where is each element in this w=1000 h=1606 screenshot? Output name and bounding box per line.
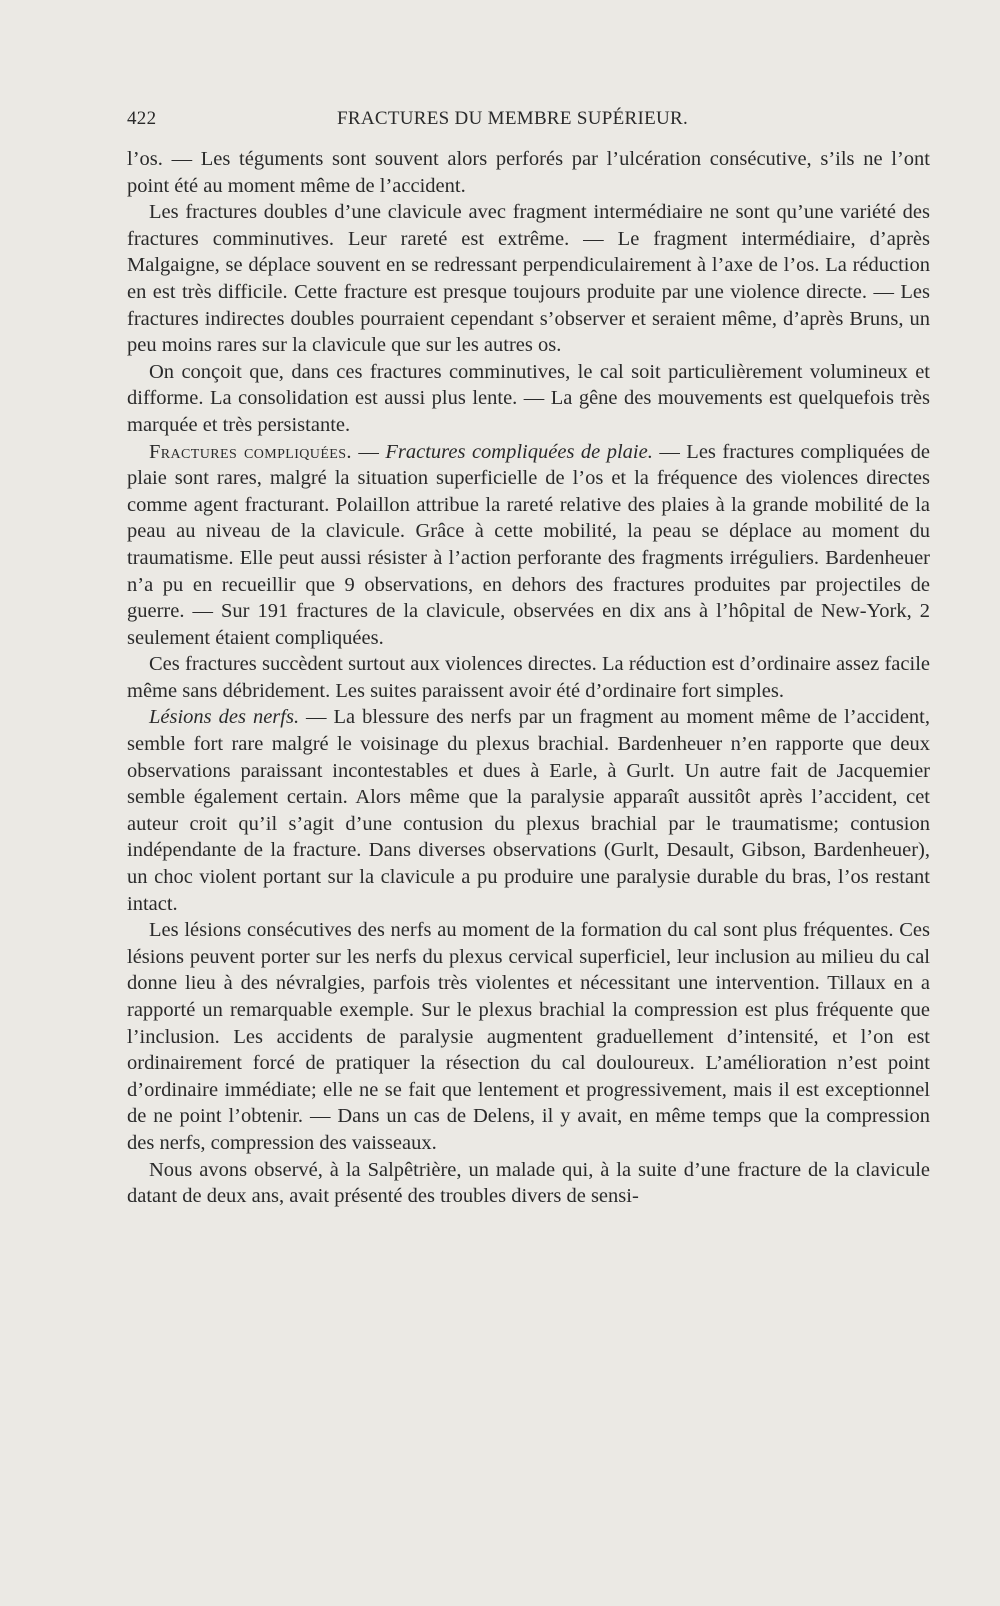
paragraph-nerve-lesions (127, 704, 930, 917)
paragraph-body: — Les fractures compliquées de plaie sont rares, malgré la situation superficielle de l’os et la fréquence des violences directes comme agent fracturant. Polaillon attribue la rareté relative des plaies à la grande mobilité de la peau au niveau de la clavicule. Grâce à cette mobilité, la peau se déplace au moment du traumatisme. Elle peut aussi résister à l’action perforante des fragments irréguliers. Bardenheuer n’a pu en recueillir que 9 observations, en dehors des fractures produites par projectiles de guerre. — Sur 191 fractures de la clavicule, observées en dix ans à l’hôpital de New-York, 2 seulement étaient compliquées. (127, 440, 930, 649)
paragraph-comminutive-callus: On conçoit que, dans ces fractures comminutives, le cal soit particulièrement volumineux et difforme. La consolidation est aussi plus lente. — La gêne des mouvements est quelquefois très marquée et très persistante. (127, 360, 930, 436)
paragraph-direct-violence: Ces fractures succèdent surtout aux violences directes. La réduction est d’ordinaire assez facile même sans débridement. Les suites paraissent avoir été d’ordinaire fort simples. (127, 653, 930, 702)
heading-separator: — (351, 440, 386, 463)
subheading-wound-complication: Fractures compliquées de plaie. (385, 440, 653, 463)
page-number: 422 (127, 108, 157, 129)
paragraph-salpetriere-case: Nous avons observé, à la Salpêtrière, un malade qui, à la suite d’une fracture de la clavicule datant de deux ans, avait présenté des troubles divers de sensi- (127, 1158, 930, 1208)
section-heading-complicated-fractures: Fractures compliquées. (149, 440, 352, 463)
paragraph-continuation: l’os. — Les téguments sont souvent alors perforés par l’ulcération consécutive, s’ils ne l’ont point été au moment même de l’accident. (127, 148, 930, 197)
paragraph-body: — La blessure des nerfs par un fragment au moment même de l’accident, semble fort rare malgré le voisinage du plexus brachial. Bardenheuer n’en rapporte que deux observations paraissant incontestables et dues à Earle, à Gurlt. Un autre fait de Jacquemier semble également certain. Alors même que la paralysie apparaît aussitôt après l’accident, cet auteur croit qu’il s’agit d’une contusion du plexus brachial par le traumatisme; contusion indépendante de la fracture. Dans diverses observations (Gurlt, Desault, Gibson, Bardenheuer), un choc violent portant sur la clavicule a pu produire une paralysie durable du bras, l’os restant intact. (127, 706, 930, 915)
paragraph-consecutive-lesions: Les lésions consécutives des nerfs au moment de la formation du cal sont plus fréquentes. Ces lésions peuvent porter sur les nerfs du plexus cervical superficiel, leur inclusion au milieu du cal donne lieu à des névralgies, parfois très violentes et nécessitant une intervention. Tillaux en a rapporté un remarquable exemple. Sur le plexus brachial la compression est plus fréquente que l’inclusion. Les accidents de paralysie augmentent graduellement d’intensité, et l’on est ordinairement forcé de pratiquer la résection du cal douloureux. L’amélioration n’est point d’ordinaire immédiate; elle ne se fait que lentement et progressivement, mais il est exceptionnel de ne point l’obtenir. — Dans un cas de Delens, il y avait, en même temps que la compression des nerfs, compression des vaisseaux. (127, 919, 930, 1154)
running-head: FRACTURES DU MEMBRE SUPÉRIEUR. (337, 108, 689, 129)
page-header (127, 108, 930, 134)
subheading-nerve-lesions: Lésions des nerfs. (149, 706, 300, 729)
paragraph-double-fractures: Les fractures doubles d’une clavicule avec fragment intermédiaire ne sont qu’une variété des fractures comminutives. Leur rareté est extrême. — Le fragment intermédiaire, d’après Malgaigne, se déplace souvent en se redressant perpendiculairement à l’axe de l’os. La réduction en est très difficile. Cette fracture est presque toujours produite par une violence directe. — Les fractures indirectes doubles pourraient cependant s’observer et seraient même, d’après Bruns, un peu moins rares sur la clavicule que sur les autres os. (127, 201, 930, 357)
body-text (127, 146, 930, 1210)
paragraph-complicated-fractures (127, 439, 930, 652)
